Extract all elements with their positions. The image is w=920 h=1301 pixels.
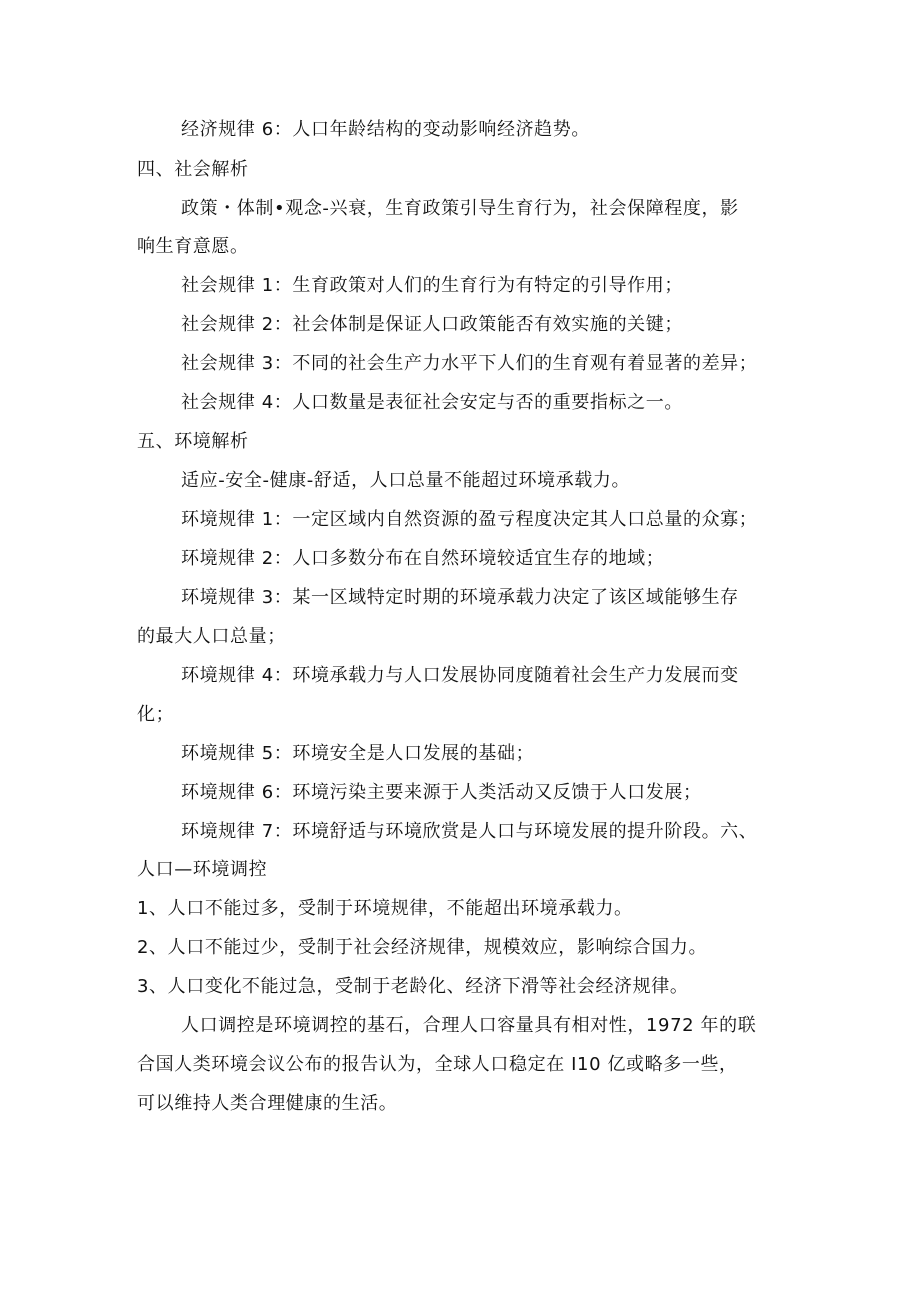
social-law-4: 社会规律 4：人口数量是表征社会安定与否的重要指标之一。 bbox=[181, 392, 683, 413]
regulation-point-3: 3、人口变化不能过急，受制于老龄化、经济下滑等社会经济规律。 bbox=[137, 976, 689, 997]
conclusion-line-1: 人口调控是环境调控的基石，合理人口容量具有相对性，1972 年的联 bbox=[181, 1015, 757, 1036]
environment-law-4-line-1: 环境规律 4：环境承载力与人口发展协同度随着社会生产力发展而变 bbox=[181, 665, 739, 686]
conclusion-line-3: 可以维持人类合理健康的生活。 bbox=[137, 1093, 398, 1114]
environment-summary: 适应-安全-健康-舒适，人口总量不能超过环境承载力。 bbox=[181, 470, 631, 491]
section-heading-environment: 五、环境解析 bbox=[137, 431, 249, 452]
environment-law-4-line-2: 化； bbox=[137, 704, 175, 725]
economic-law-6: 经济规律 6：人口年龄结构的变动影响经济趋势。 bbox=[181, 119, 590, 140]
social-law-1: 社会规律 1：生育政策对人们的生育行为有特定的引导作用； bbox=[181, 275, 683, 296]
environment-law-6: 环境规律 6：环境污染主要来源于人类活动又反馈于人口发展； bbox=[181, 782, 702, 803]
environment-law-7-line-1: 环境规律 7：环境舒适与环境欣赏是人口与环境发展的提升阶段。六、 bbox=[181, 821, 758, 842]
environment-law-2: 环境规律 2：人口多数分布在自然环境较适宜生存的地域； bbox=[181, 548, 665, 569]
regulation-point-2: 2、人口不能过少，受制于社会经济规律，规模效应，影响综合国力。 bbox=[137, 937, 708, 958]
environment-law-7-line-2: 人口—环境调控 bbox=[137, 859, 268, 880]
social-summary-line-1: 政策・体制•观念-兴衰，生育政策引导生育行为，社会保障程度，影 bbox=[181, 198, 739, 219]
section-heading-social: 四、社会解析 bbox=[137, 159, 249, 180]
social-summary-line-2: 响生育意愿。 bbox=[137, 236, 249, 257]
environment-law-5: 环境规律 5：环境安全是人口发展的基础； bbox=[181, 743, 535, 764]
regulation-point-1: 1、人口不能过多，受制于环境规律，不能超出环境承载力。 bbox=[137, 898, 633, 919]
social-law-3: 社会规律 3：不同的社会生产力水平下人们的生育观有着显著的差异； bbox=[181, 353, 758, 374]
environment-law-3-line-1: 环境规律 3：某一区域特定时期的环境承载力决定了该区域能够生存 bbox=[181, 587, 739, 608]
environment-law-1: 环境规律 1：一定区域内自然资源的盈亏程度决定其人口总量的众寡； bbox=[181, 509, 758, 530]
social-law-2: 社会规律 2：社会体制是保证人口政策能否有效实施的关键； bbox=[181, 314, 683, 335]
environment-law-3-line-2: 的最大人口总量； bbox=[137, 626, 286, 647]
conclusion-line-2: 合国人类环境会议公布的报告认为，全球人口稳定在 I10 亿或略多一些， bbox=[137, 1054, 738, 1075]
